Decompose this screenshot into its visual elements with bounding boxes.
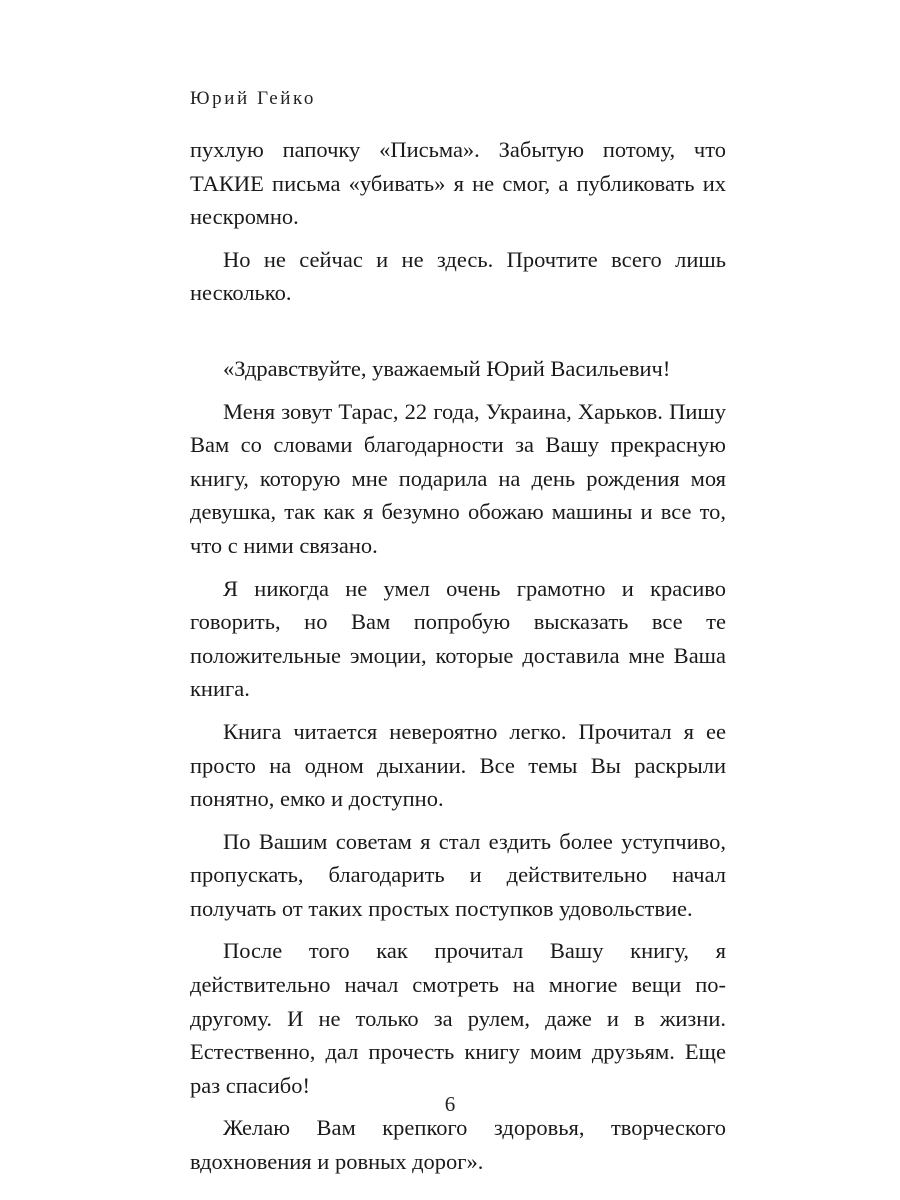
running-head-author: Юрий Гейко — [190, 88, 317, 109]
paragraph-continuation: пухлую папочку «Письма». Забытую потому, что ТАКИЕ письма «убивать» я не смог, а публиковать их нескромно. — [190, 137, 726, 230]
letter-closing: Желаю Вам крепкого здоровья, творческого вдохновения и ровных дорог». — [190, 1115, 726, 1175]
letter-paragraph: Меня зовут Тарас, 22 года, Украина, Харьков. Пишу Вам со словами благодарности за Вашу прекрасную книгу, которую мне подарила на день рождения моя девушка, так как я безумно обожаю машины и все то, что с ними связано. — [190, 398, 726, 558]
letter-paragraph: После того как прочитал Вашу книгу, я действительно начал смотреть на многие вещи по-другому. И не только за рулем, даже и в жизни. Естественно, дал прочесть книгу моим друзьям. Еще раз спасибо! — [190, 938, 726, 1098]
quoted-letter — [190, 352, 726, 1179]
paragraph: Но не сейчас и не здесь. Прочтите всего лишь несколько. — [190, 246, 726, 306]
letter-paragraph: Книга читается невероятно легко. Прочитал я ее просто на одном дыхании. Все темы Вы раскрыли понятно, емко и доступно. — [190, 718, 726, 812]
letter-paragraph: По Вашим советам я стал ездить более уступчиво, пропускать, благодарить и действительно начал получать от таких простых поступков удовольствие. — [190, 828, 726, 921]
body-text — [190, 133, 726, 1179]
page-number: 6 — [444, 1092, 456, 1116]
letter-greeting: «Здравствуйте, уважаемый Юрий Васильевич! — [223, 355, 671, 381]
letter-paragraph: Я никогда не умел очень грамотно и красиво говорить, но Вам попробую высказать все те положительные эмоции, которые доставила мне Ваша книга. — [190, 575, 726, 702]
